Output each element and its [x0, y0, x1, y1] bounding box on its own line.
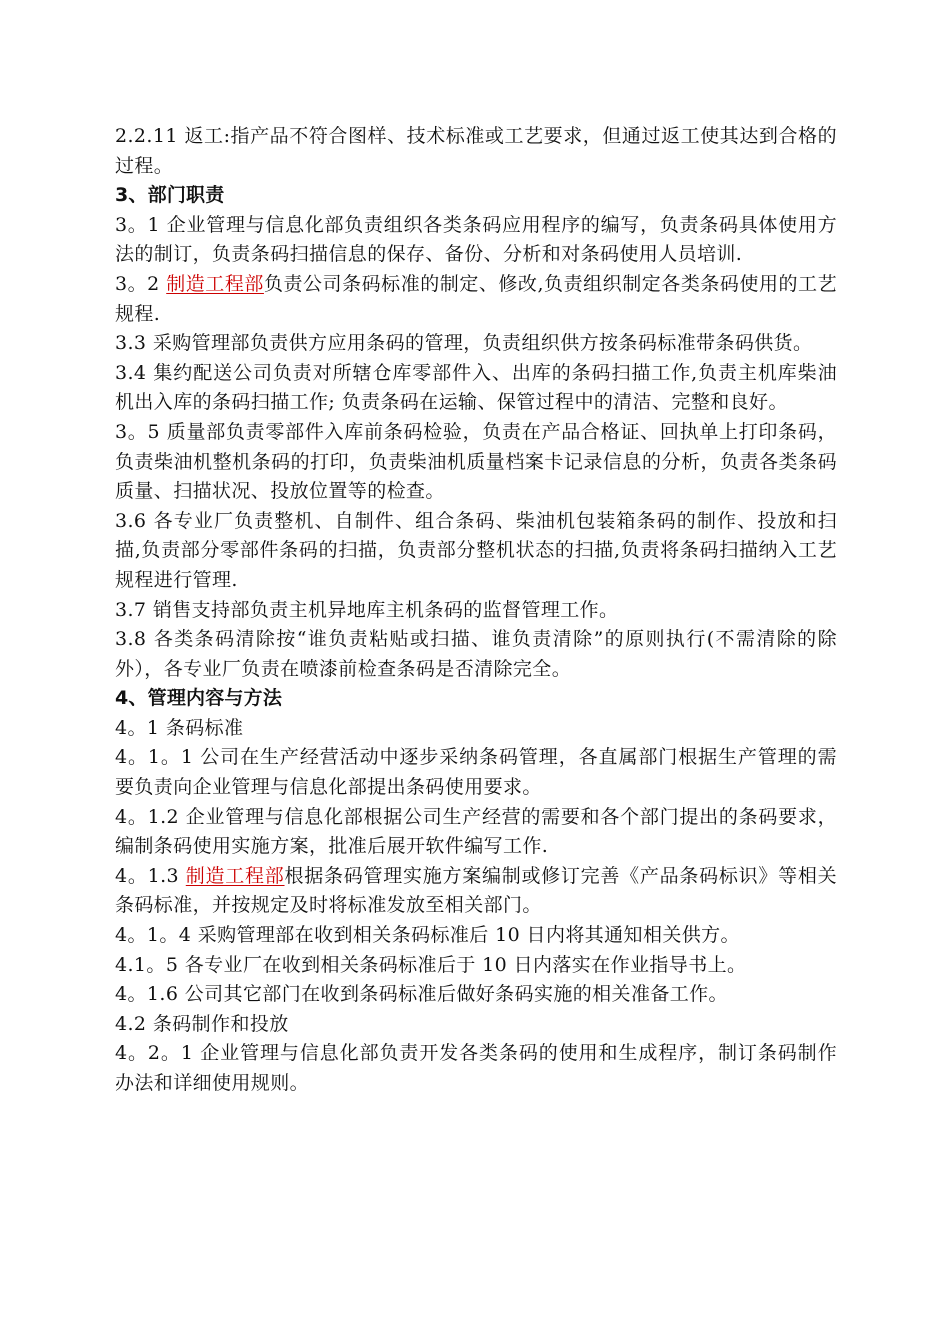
paragraph-3-4: 3.4 集约配送公司负责对所辖仓库零部件入、出库的条码扫描工作,负责主机库柴油机出入库的条码扫描工作; 负责条码在运输、保管过程中的清洁、完整和良好。 — [115, 361, 837, 414]
paragraph-4-1-4: 4。1。4 采购管理部在收到相关条码标准后 10 日内将其通知相关供方。 — [115, 924, 740, 947]
paragraph-4-2-1: 4。2。1 企业管理与信息化部负责开发各类条码的使用和生成程序，制订条码制作办法和详细使用规则。 — [115, 1042, 837, 1094]
paragraph-4-1-6: 4。1.6 公司其它部门在收到条码标准后做好条码实施的相关准备工作。 — [115, 983, 728, 1006]
paragraph-4-1-3-suffix: 根据条码管理实施方案编制或修订完善《产品条码标识》等相关条码标准，并按规定及时将标准发放至相关部门。 — [115, 864, 837, 917]
paragraph-4-1-3 — [115, 862, 837, 921]
section-heading-responsibilities: 3、部门职责 — [115, 184, 225, 207]
paragraph-3-2-suffix: 负责公司条码标准的制定、修改,负责组织制定各类条码使用的工艺规程. — [115, 272, 837, 325]
paragraph-3-7: 3.7 销售支持部负责主机异地库主机条码的监督管理工作。 — [115, 598, 619, 621]
manufacturing-engineering-link[interactable]: 制造工程部 — [185, 864, 285, 887]
paragraph-3-2-prefix: 3。2 — [115, 272, 167, 295]
paragraph-rework-definition: 2.2.11 返工:指产品不符合图样、技术标准或工艺要求，但通过返工使其达到合格的过程。 — [115, 125, 837, 177]
paragraph-4-1-2: 4。1.2 企业管理与信息化部根据公司生产经营的需要和各个部门提出的条码要求，编制条码使用实施方案，批准后展开软件编写工作. — [115, 805, 837, 858]
paragraph-4-1-5: 4.1。5 各专业厂在收到相关条码标准后于 10 日内落实在作业指导书上。 — [115, 953, 747, 976]
subheading-4-2: 4.2 条码制作和投放 — [115, 1012, 289, 1035]
subheading-4-1: 4。1 条码标准 — [115, 716, 244, 739]
paragraph-3-8: 3.8 各类条码清除按“谁负责粘贴或扫描、谁负责清除”的原则执行(不需清除的除外），各专业厂负责在喷漆前检查条码是否清除完全。 — [115, 628, 837, 680]
paragraph-3-3: 3.3 采购管理部负责供方应用条码的管理，负责组织供方按条码标准带条码供货。 — [115, 332, 813, 355]
section-heading-management-content: 4、管理内容与方法 — [115, 687, 283, 710]
paragraph-4-1-1: 4。1。1 公司在生产经营活动中逐步采纳条码管理，各直属部门根据生产管理的需要负责向企业管理与信息化部提出条码使用要求。 — [115, 746, 837, 799]
paragraph-4-1-3-prefix: 4。1.3 — [115, 864, 186, 887]
paragraph-3-5: 3。5 质量部负责零部件入库前条码检验，负责在产品合格证、回执单上打印条码，负责柴油机整机条码的打印，负责柴油机质量档案卡记录信息的分析，负责各类条码质量、扫描状况、投放位置等的检查。 — [115, 420, 837, 503]
document-page — [115, 122, 837, 1099]
paragraph-3-1: 3。1 企业管理与信息化部负责组织各类条码应用程序的编写，负责条码具体使用方法的制订，负责条码扫描信息的保存、备份、分析和对条码使用人员培训. — [115, 213, 837, 266]
paragraph-3-2 — [115, 270, 837, 329]
manufacturing-engineering-link[interactable]: 制造工程部 — [166, 272, 264, 295]
paragraph-3-6: 3.6 各专业厂负责整机、自制件、组合条码、柴油机包装箱条码的制作、投放和扫描,负责部分零部件条码的扫描，负责部分整机状态的扫描,负责将条码扫描纳入工艺规程进行管理. — [115, 509, 837, 591]
